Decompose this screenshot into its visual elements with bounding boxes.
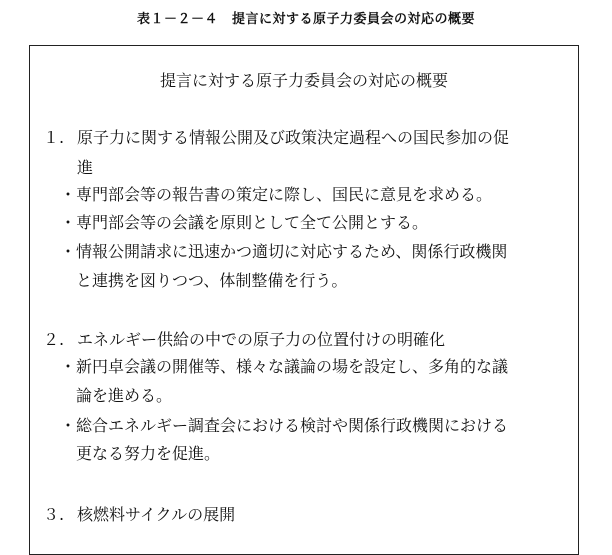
bullet-text: 専門部会等の報告書の策定に際し、国民に意見を求める。 (76, 185, 493, 204)
bullet-mark: ・ (60, 242, 77, 261)
section-2-bullet-1 (60, 354, 508, 377)
section-2-bullet-2 (60, 413, 508, 436)
bullet-mark: ・ (60, 357, 77, 376)
bullet-text: 総合エネルギー調査会における検討や関係行政機関における (76, 416, 509, 435)
caption-number: 表１－２－４ (136, 12, 218, 27)
bullet-text: 新円卓会議の開催等、様々な議論の場を設定し、多角的な議 (76, 357, 509, 376)
section-3-number: ３. (43, 505, 65, 524)
section-2-bullet-2-line2: 更なる努力を促進。 (76, 444, 221, 463)
bullet-text: 情報公開請求に迅速かつ適切に対応するため、関係行政機関 (76, 242, 508, 261)
box-title: 提言に対する原子力委員会の対応の概要 (159, 71, 448, 90)
caption-title: 提言に対する原子力委員会の対応の概要 (232, 12, 476, 27)
section-1-bullet-2 (60, 210, 428, 233)
content-box (29, 45, 579, 555)
section-2-heading-line1: エネルギー供給の中での原子力の位置付けの明確化 (77, 330, 446, 349)
section-1-number: １. (43, 128, 65, 147)
section-3-heading-line1: 核燃料サイクルの展開 (77, 505, 236, 524)
bullet-mark: ・ (60, 416, 77, 435)
section-1-heading-line1: 原子力に関する情報公開及び政策決定過程への国民参加の促 (77, 128, 510, 147)
section-1-heading (43, 125, 509, 148)
bullet-mark: ・ (60, 185, 77, 204)
section-2-bullet-1-line2: 論を進める。 (76, 386, 173, 405)
section-3-heading (43, 502, 235, 525)
section-2-heading (43, 327, 445, 350)
section-2-number: ２. (43, 330, 65, 349)
section-1-bullet-3-line2: と連携を図りつつ、体制整備を行う。 (76, 271, 348, 290)
section-1-heading-line2: 進 (77, 158, 94, 177)
bullet-text: 専門部会等の会議を原則として全て公開とする。 (76, 213, 429, 232)
table-caption (0, 8, 612, 27)
section-1-bullet-1 (60, 182, 492, 205)
bullet-mark: ・ (60, 213, 77, 232)
section-1-bullet-3 (60, 239, 507, 262)
